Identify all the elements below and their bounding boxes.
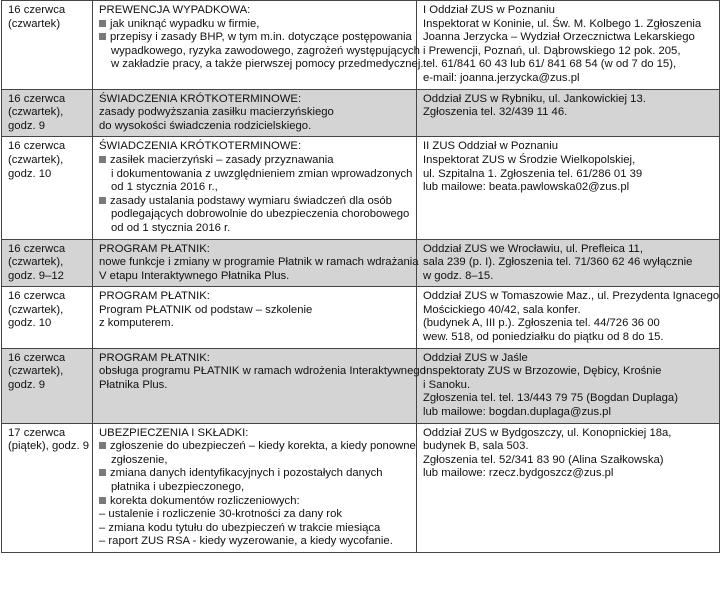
date-line: godz. 9 bbox=[8, 119, 46, 132]
topic-cell bbox=[93, 89, 417, 137]
topic-text: zasady podwyższania zasiłku macierzyńskiego bbox=[99, 106, 334, 119]
date-cell bbox=[2, 423, 93, 552]
date-line: godz. 10 bbox=[8, 167, 52, 180]
topic-line bbox=[99, 365, 426, 379]
topic-line bbox=[99, 222, 410, 236]
topic-heading bbox=[99, 93, 410, 107]
location-line: Oddział ZUS w Tomaszowie Maz., ul. Prezydenta Ignacego bbox=[423, 290, 720, 303]
topic-line bbox=[99, 522, 410, 536]
place-cell bbox=[417, 423, 720, 552]
topic-text: – ustalenie i rozliczenie 30-krotności za dany rok bbox=[99, 508, 343, 521]
table-row bbox=[2, 423, 720, 552]
square-bullet-icon bbox=[99, 33, 106, 40]
topic-text: do wysokości świadczenia rodzicielskiego. bbox=[99, 119, 312, 132]
date-line: 16 czerwca bbox=[8, 242, 66, 255]
topic-line bbox=[99, 195, 410, 209]
topic-line bbox=[99, 44, 420, 59]
topic-cell bbox=[93, 348, 426, 423]
table-row bbox=[2, 137, 720, 239]
location-line: Oddział ZUS we Wrocławiu, ul. Prefleica 11, bbox=[423, 242, 643, 255]
topic-text: podlegających dobrowolnie do ubezpieczenia chorobowego bbox=[111, 208, 410, 221]
table-row bbox=[2, 89, 720, 137]
table-row bbox=[2, 1, 720, 90]
topic-text: V etapu Interaktywnego Płatnika Plus. bbox=[99, 269, 290, 282]
date-line: godz. 9–12 bbox=[8, 269, 64, 282]
location-line: ul. Szpitalna 1. Zgłoszenia tel. 61/286 01 39 bbox=[423, 167, 643, 180]
topic-line bbox=[99, 256, 419, 270]
location-line: Mościckiego 40/42, sala konfer. bbox=[423, 303, 581, 316]
topic-line bbox=[99, 106, 410, 120]
topic-cell bbox=[93, 137, 417, 239]
location-line: Inspektoraty ZUS w Brzozowie, Dębicy, Krośnie bbox=[423, 365, 662, 378]
table-row bbox=[2, 348, 720, 423]
topic-text: PROGRAM PŁATNIK: bbox=[99, 351, 210, 364]
date-line: 16 czerwca bbox=[8, 351, 66, 364]
topic-text: obsługa programu PŁATNIK w ramach wdrożenia Interaktywnego bbox=[99, 365, 426, 378]
location-line: Oddział ZUS w Jaśle bbox=[423, 351, 528, 364]
topic-text: zmiana danych identyfikacyjnych i pozostałych danych bbox=[110, 467, 383, 480]
topic-text: – raport ZUS RSA - kiedy wyzerowanie, a kiedy wycofanie. bbox=[99, 535, 393, 548]
topic-text: nowe funkcje i zmiany w programie Płatnik w ramach wdrażania bbox=[99, 256, 419, 269]
location-line: sala 239 (p. I). Zgłoszenia tel. 71/360 62 46 wyłącznie bbox=[423, 256, 693, 269]
location-line: lub mailowe: beata.pawlowska02@zus.pl bbox=[423, 181, 630, 194]
date-line: (czwartek), bbox=[8, 365, 64, 378]
location-line: lub mailowe: rzecz.bydgoszcz@zus.pl bbox=[423, 467, 614, 480]
topic-text: zasiłek macierzyński – zasady przyznawania bbox=[110, 153, 334, 166]
topic-heading bbox=[99, 352, 410, 366]
topic-text: PROGRAM PŁATNIK: bbox=[99, 242, 210, 255]
topic-heading bbox=[99, 243, 410, 257]
topic-line bbox=[99, 467, 410, 481]
date-cell bbox=[2, 287, 93, 348]
training-schedule-table bbox=[1, 0, 720, 553]
location-line: Inspektorat w Koninie, ul. Św. M. Kolbego 1. Zgłoszenia bbox=[423, 17, 702, 30]
topic-line bbox=[99, 181, 410, 195]
location-line: Zgłoszenia tel. 32/439 11 46. bbox=[423, 106, 568, 119]
topic-text: Program PŁATNIK od podstaw – szkolenie bbox=[99, 303, 313, 316]
topic-line bbox=[99, 481, 410, 495]
topic-text: zgłoszenie do ubezpieczeń – kiedy korekta, a kiedy ponowne bbox=[110, 440, 416, 453]
topic-heading bbox=[99, 4, 410, 18]
topic-text: jak uniknąć wypadku w firmie, bbox=[110, 17, 260, 30]
date-cell bbox=[2, 1, 93, 90]
topic-text: od 1 stycznia 2016 r., bbox=[111, 181, 218, 194]
place-cell bbox=[417, 1, 720, 90]
topic-text: z komputerem. bbox=[99, 317, 174, 330]
topic-cell bbox=[93, 1, 424, 90]
location-line: Oddział ZUS w Rybniku, ul. Jankowickiej 13. bbox=[423, 92, 646, 105]
topic-text: UBEZPIECZENIA I SKŁADKI: bbox=[99, 426, 249, 439]
place-cell bbox=[417, 89, 720, 137]
topic-line bbox=[99, 18, 410, 32]
topic-text: wypadkowego, ryzyka zawodowego, zagrożeń występujących bbox=[111, 44, 420, 57]
topic-cell bbox=[93, 287, 417, 348]
topic-text: – zmiana kodu tytułu do ubezpieczeń w trakcie miesiąca bbox=[99, 521, 381, 534]
location-line: Inspektorat ZUS w Środzie Wielkopolskiej, bbox=[423, 153, 636, 166]
location-line: Joanna Jerzycka – Wydział Orzecznictwa Lekarskiego bbox=[423, 31, 695, 44]
topic-line bbox=[99, 58, 424, 72]
date-cell bbox=[2, 137, 93, 239]
table-row bbox=[2, 239, 720, 287]
topic-text: zgłoszenie, bbox=[111, 453, 168, 466]
place-cell bbox=[417, 137, 720, 239]
date-line: godz. 10 bbox=[8, 317, 52, 330]
topic-text: od od 1 stycznia 2016 r. bbox=[111, 221, 231, 234]
date-line: 16 czerwca bbox=[8, 290, 66, 303]
date-line: 16 czerwca bbox=[8, 140, 66, 153]
topic-line bbox=[99, 120, 410, 134]
topic-text: PROGRAM PŁATNIK: bbox=[99, 290, 210, 303]
topic-line bbox=[99, 317, 410, 331]
date-line: (czwartek), bbox=[8, 303, 64, 316]
topic-text: ŚWIADCZENIA KRÓTKOTERMINOWE: bbox=[99, 92, 302, 105]
date-line: (czwartek), bbox=[8, 153, 64, 166]
topic-cell bbox=[93, 423, 417, 552]
location-line: budynek B, sala 503. bbox=[423, 440, 529, 453]
topic-heading bbox=[99, 140, 410, 154]
topic-line bbox=[99, 31, 410, 45]
date-line: (czwartek), bbox=[8, 106, 64, 119]
date-line: 17 czerwca bbox=[8, 426, 66, 439]
topic-line bbox=[99, 154, 410, 168]
topic-line bbox=[99, 304, 410, 318]
topic-text: przepisy i zasady BHP, w tym m.in. dotyczące postępowania bbox=[110, 31, 412, 44]
topic-text: PREWENCJA WYPADKOWA: bbox=[99, 4, 251, 16]
square-bullet-icon bbox=[99, 20, 106, 27]
table-body bbox=[2, 1, 720, 553]
topic-heading bbox=[99, 290, 410, 304]
date-line: 16 czerwca bbox=[8, 92, 66, 105]
location-line: e-mail: joanna.jerzycka@zus.pl bbox=[423, 71, 580, 84]
table-row bbox=[2, 287, 720, 348]
topic-text: w zakładzie pracy, a także pierwszej pomocy przedmedycznej. bbox=[111, 58, 424, 71]
place-cell bbox=[417, 239, 720, 287]
location-line: tel. 61/841 60 43 lub 61/ 841 68 54 (w od 7 do 15), bbox=[423, 58, 677, 71]
location-line: Zgłoszenia tel. tel. 13/443 79 75 (Bogdan Duplaga) bbox=[423, 392, 678, 405]
topic-text: korekta dokumentów rozliczeniowych: bbox=[110, 494, 300, 507]
location-line: (budynek A, III p.). Zgłoszenia tel. 44/726 36 00 bbox=[423, 317, 660, 330]
topic-text: ŚWIADCZENIA KRÓTKOTERMINOWE: bbox=[99, 140, 302, 153]
date-cell bbox=[2, 348, 93, 423]
place-cell bbox=[417, 348, 720, 423]
topic-text: Płatnika Plus. bbox=[99, 378, 168, 391]
topic-line bbox=[99, 208, 410, 222]
date-line: (czwartek), bbox=[8, 256, 64, 269]
square-bullet-icon bbox=[99, 197, 106, 204]
location-line: w godz. 8–15. bbox=[423, 269, 494, 282]
location-line: I Oddział ZUS w Poznaniu bbox=[423, 4, 555, 16]
topic-line bbox=[99, 508, 410, 522]
topic-line bbox=[99, 454, 410, 468]
date-line: 16 czerwca bbox=[8, 4, 66, 16]
topic-text: i dokumentowania z uwzględnieniem zmian wprowadzonych bbox=[111, 167, 413, 180]
location-line: i Sanoku. bbox=[423, 378, 471, 391]
date-line: godz. 9 bbox=[8, 378, 46, 391]
date-cell bbox=[2, 89, 93, 137]
square-bullet-icon bbox=[99, 156, 106, 163]
topic-line bbox=[99, 535, 410, 549]
location-line: i Prewencji, Poznań, ul. Dąbrowskiego 12 pok. 205, bbox=[423, 44, 681, 57]
topic-text: zasady ustalania podstawy wymiaru świadczeń dla osób bbox=[110, 194, 392, 207]
location-line: Zgłoszenia tel. 52/341 83 90 (Alina Szałkowska) bbox=[423, 453, 664, 466]
location-line: II ZUS Oddział w Poznaniu bbox=[423, 140, 558, 153]
place-cell bbox=[417, 287, 720, 348]
location-line: wew. 518, od poniedziałku do piątku od 8 do 15. bbox=[423, 331, 664, 344]
topic-line bbox=[99, 167, 413, 182]
location-line: Oddział ZUS w Bydgoszczy, ul. Konopnickiej 18a, bbox=[423, 426, 672, 439]
topic-heading bbox=[99, 427, 410, 441]
date-cell bbox=[2, 239, 93, 287]
square-bullet-icon bbox=[99, 469, 106, 476]
date-line: (piątek), godz. 9 bbox=[8, 440, 90, 453]
topic-text: płatnika i ubezpieczonego, bbox=[111, 481, 245, 493]
location-line: lub mailowe: bogdan.duplaga@zus.pl bbox=[423, 406, 611, 419]
date-line: (czwartek) bbox=[8, 17, 61, 30]
square-bullet-icon bbox=[99, 442, 106, 449]
square-bullet-icon bbox=[99, 497, 106, 504]
topic-cell bbox=[93, 239, 417, 287]
topic-line bbox=[99, 270, 410, 284]
topic-line bbox=[99, 495, 410, 509]
topic-line bbox=[99, 379, 410, 393]
topic-line bbox=[99, 440, 416, 454]
